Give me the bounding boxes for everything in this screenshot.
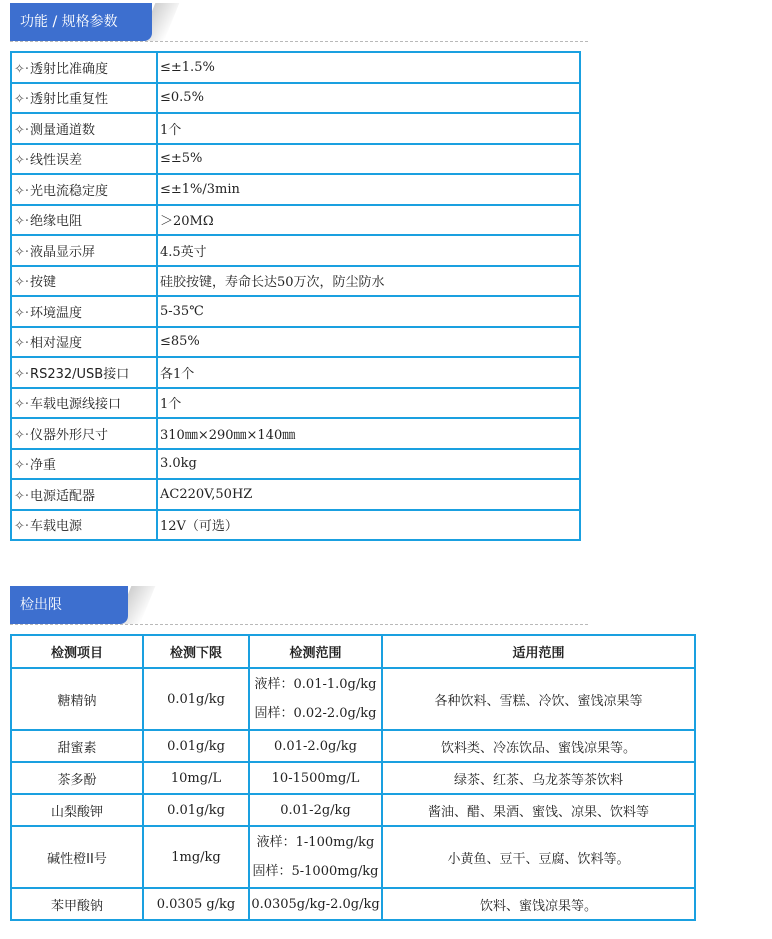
spec-name-cell — [11, 113, 157, 144]
spec-name-cell — [11, 235, 157, 266]
section-title-specs: 功能 / 规格参数 — [10, 3, 152, 41]
header-scope: 适用范围 — [382, 635, 695, 668]
spec-name: 光电流稳定度 — [30, 183, 109, 199]
spec-name-cell — [11, 479, 157, 510]
detection-item: 碱性橙II号 — [11, 826, 143, 888]
detection-row — [11, 826, 695, 888]
spec-name: 透射比准确度 — [30, 61, 109, 77]
spec-row — [11, 113, 580, 144]
spec-value: ＞20MΩ — [157, 205, 580, 236]
spec-row — [11, 52, 580, 83]
spec-name-cell — [11, 266, 157, 297]
detection-limit: 0.01g/kg — [143, 668, 249, 730]
sparkle-bullet-icon: ✧· — [14, 92, 30, 108]
spec-name-cell — [11, 388, 157, 419]
dashed-divider — [10, 624, 588, 625]
spec-row — [11, 357, 580, 388]
sparkle-bullet-icon: ✧· — [14, 519, 30, 535]
sparkle-bullet-icon: ✧· — [14, 275, 30, 291]
detection-range — [249, 888, 382, 920]
detection-item: 苯甲酸钠 — [11, 888, 143, 920]
spec-row — [11, 266, 580, 297]
sparkle-bullet-icon: ✧· — [14, 214, 30, 230]
sparkle-bullet-icon: ✧· — [14, 305, 30, 321]
spec-name: 车载电源线接口 — [30, 397, 122, 413]
spec-name: 液晶显示屏 — [30, 244, 96, 260]
detection-scope: 各种饮料、雪糕、冷饮、蜜饯凉果等 — [382, 668, 695, 730]
spec-name-cell — [11, 418, 157, 449]
spec-value: ≤0.5% — [157, 83, 580, 114]
spec-name-cell — [11, 174, 157, 205]
spec-name: 相对湿度 — [30, 336, 83, 352]
spec-value: 310㎜×290㎜×140㎜ — [157, 418, 580, 449]
spec-value: 4.5英寸 — [157, 235, 580, 266]
spec-row — [11, 174, 580, 205]
sparkle-bullet-icon: ✧· — [14, 458, 30, 474]
spec-table — [10, 51, 581, 541]
spec-name: 仪器外形尺寸 — [30, 427, 109, 443]
detection-range-line: 固样：5-1000mg/kg — [252, 864, 379, 879]
spec-value: 1个 — [157, 113, 580, 144]
detection-row — [11, 762, 695, 794]
header-item: 检测项目 — [11, 635, 143, 668]
spec-row — [11, 205, 580, 236]
detection-scope: 酱油、醋、果酒、蜜饯、凉果、饮料等 — [382, 794, 695, 826]
spec-row — [11, 479, 580, 510]
sparkle-bullet-icon: ✧· — [14, 183, 30, 199]
detection-row — [11, 730, 695, 762]
spec-name-cell — [11, 52, 157, 83]
spec-value: 硅胶按键，寿命长达50万次，防尘防水 — [157, 266, 580, 297]
spec-name-cell — [11, 144, 157, 175]
sparkle-bullet-icon: ✧· — [14, 397, 30, 413]
spec-name-cell — [11, 357, 157, 388]
detection-range-line: 液样：0.01-1.0g/kg — [254, 677, 377, 692]
detection-range-line: 液样：1-100mg/kg — [256, 835, 375, 850]
spec-row — [11, 235, 580, 266]
spec-value: AC220V,50HZ — [157, 479, 580, 510]
spec-name-cell — [11, 296, 157, 327]
spec-value: 5-35℃ — [157, 296, 580, 327]
spec-row — [11, 388, 580, 419]
spec-row — [11, 83, 580, 114]
detection-item: 山梨酸钾 — [11, 794, 143, 826]
spec-value: 12V（可选） — [157, 510, 580, 541]
detection-row — [11, 668, 695, 730]
spec-name: 测量通道数 — [30, 122, 96, 138]
detection-limit: 0.0305 g/kg — [143, 888, 249, 920]
detection-range-line: 0.01-2.0g/kg — [274, 738, 357, 754]
detection-header-row — [11, 635, 695, 668]
detection-item: 糖精钠 — [11, 668, 143, 730]
header-limit: 检测下限 — [143, 635, 249, 668]
spec-name: 按键 — [30, 275, 57, 291]
section-header-detection — [10, 586, 590, 626]
spec-name: 净重 — [30, 458, 57, 474]
detection-limit: 0.01g/kg — [143, 730, 249, 762]
detection-range-line: 固样：0.02-2.0g/kg — [254, 706, 377, 721]
detection-limit: 10mg/L — [143, 762, 249, 794]
spec-row — [11, 144, 580, 175]
detection-item: 茶多酚 — [11, 762, 143, 794]
section-title-detection: 检出限 — [10, 586, 128, 624]
sparkle-bullet-icon: ✧· — [14, 122, 30, 138]
sparkle-bullet-icon: ✧· — [14, 61, 30, 77]
spec-row — [11, 418, 580, 449]
spec-name: 绝缘电阻 — [30, 214, 83, 230]
spec-value: 各1个 — [157, 357, 580, 388]
spec-row — [11, 296, 580, 327]
detection-limit: 0.01g/kg — [143, 794, 249, 826]
sparkle-bullet-icon: ✧· — [14, 153, 30, 169]
detection-range — [249, 794, 382, 826]
spec-name-cell — [11, 205, 157, 236]
detection-range-line: 0.01-2g/kg — [280, 802, 351, 818]
sparkle-bullet-icon: ✧· — [14, 244, 30, 260]
sparkle-bullet-icon: ✧· — [14, 366, 30, 382]
sparkle-bullet-icon: ✧· — [14, 336, 30, 352]
spec-row — [11, 449, 580, 480]
sparkle-bullet-icon: ✧· — [14, 488, 30, 504]
sparkle-bullet-icon: ✧· — [14, 427, 30, 443]
spec-name: 车载电源 — [30, 519, 83, 535]
detection-range — [249, 730, 382, 762]
spec-value: ≤85% — [157, 327, 580, 358]
detection-limit: 1mg/kg — [143, 826, 249, 888]
spec-name-cell — [11, 449, 157, 480]
spec-value: ≤±1%/3min — [157, 174, 580, 205]
spec-value: ≤±5% — [157, 144, 580, 175]
detection-scope: 饮料类、冷冻饮品、蜜饯凉果等。 — [382, 730, 695, 762]
detection-range — [249, 826, 382, 888]
spec-name: 环境温度 — [30, 305, 83, 321]
section-header-specs — [10, 3, 590, 43]
spec-row — [11, 510, 580, 541]
detection-row — [11, 888, 695, 920]
detection-scope: 绿茶、红茶、乌龙茶等茶饮料 — [382, 762, 695, 794]
detection-row — [11, 794, 695, 826]
spec-name: 线性误差 — [30, 153, 83, 169]
spec-name-cell — [11, 83, 157, 114]
detection-range — [249, 762, 382, 794]
detection-range-line: 10-1500mg/L — [271, 770, 360, 786]
detection-range — [249, 668, 382, 730]
spec-name: 电源适配器 — [30, 488, 96, 504]
spec-value: 1个 — [157, 388, 580, 419]
detection-scope: 饮料、蜜饯凉果等。 — [382, 888, 695, 920]
spec-name: 透射比重复性 — [30, 92, 109, 108]
spec-value: ≤±1.5% — [157, 52, 580, 83]
spec-name: RS232/USB接口 — [30, 366, 130, 382]
spec-name-cell — [11, 327, 157, 358]
detection-item: 甜蜜素 — [11, 730, 143, 762]
spec-value: 3.0kg — [157, 449, 580, 480]
detection-scope: 小黄鱼、豆干、豆腐、饮料等。 — [382, 826, 695, 888]
spec-name-cell — [11, 510, 157, 541]
header-range: 检测范围 — [249, 635, 382, 668]
spec-row — [11, 327, 580, 358]
detection-range-line: 0.0305g/kg-2.0g/kg — [251, 896, 380, 912]
detection-table — [10, 634, 696, 921]
dashed-divider — [10, 41, 588, 42]
